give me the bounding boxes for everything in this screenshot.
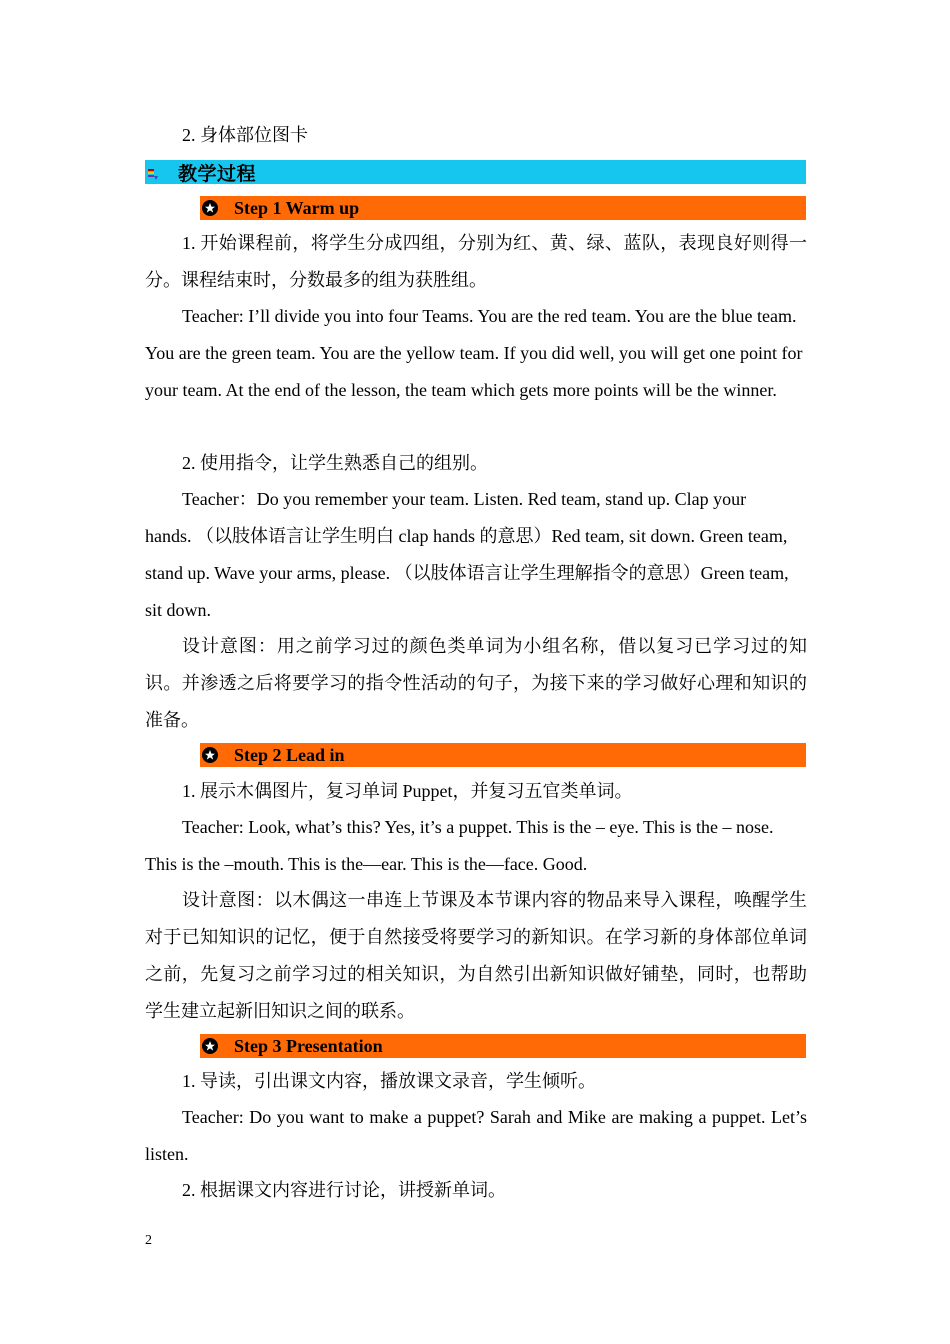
paragraph: 2. 根据课文内容进行讨论，讲授新单词。 (182, 1180, 506, 1200)
step-label: Step 1 Warm up (234, 197, 360, 218)
paragraph: Teacher: Do you want to make a puppet? Sarah and Mike are making a puppet. Let’s listen. (145, 1107, 807, 1164)
star-icon (202, 747, 218, 763)
page-number: 2 (145, 1233, 152, 1248)
paragraph: 1. 开始课程前，将学生分成四组，分别为红、黄、绿、蓝队，表现良好则得一分。课程结束时，分数最多的组为获胜组。 (145, 233, 807, 290)
paragraph: 设计意图：用之前学习过的颜色类单词为小组名称，借以复习已学习过的知识。并渗透之后将要学习的指令性活动的句子，为接下来的学习做好心理和知识的准备。 (145, 636, 807, 730)
book-stack-icon (145, 165, 159, 179)
step-header (200, 1034, 806, 1058)
paragraph: Teacher：Do you remember your team. Listen. Red team, stand up. Clap your hands. （以肢体语言让学生明白 clap hands 的意思）Red team, sit down. Green team, stand up. Wave your arms, please. （以肢体语言让学生理解指令的意思）Green team, sit down. (145, 489, 789, 620)
step-label: Step 3 Presentation (234, 1035, 383, 1056)
step-header (200, 196, 806, 220)
paragraph: 设计意图：以木偶这一串连上节课及本节课内容的物品来导入课程，唤醒学生对于已知知识的记忆，便于自然接受将要学习的新知识。在学习新的身体部位单词之前，先复习之前学习过的相关知识，为自然引出新知识做好铺垫，同时，也帮助学生建立起新旧知识之间的联系。 (145, 890, 807, 1021)
paragraph: 2. 使用指令，让学生熟悉自己的组别。 (182, 453, 488, 473)
star-icon (202, 1038, 218, 1054)
star-icon (202, 200, 218, 216)
step-header (200, 743, 806, 767)
section-header (145, 160, 806, 184)
paragraph: Teacher: I’ll divide you into four Teams. You are the red team. You are the blue team. You are the green team. You are the yellow team. If you did well, you will get one point for your team. At the end of the lesson, the team which gets more points will be the winner. (145, 306, 803, 400)
paragraph: 1. 导读，引出课文内容，播放课文录音，学生倾听。 (182, 1071, 596, 1091)
step-label: Step 2 Lead in (234, 744, 345, 765)
paragraph: 1. 展示木偶图片，复习单词 Puppet，并复习五官类单词。 (182, 781, 633, 801)
intro-item: 2. 身体部位图卡 (182, 125, 308, 145)
paragraph: Teacher: Look, what’s this? Yes, it’s a puppet. This is the – eye. This is the – nose. This is the –mouth. This is the—ear. This is the—face. Good. (145, 817, 774, 874)
section-title: 教学过程 (178, 162, 257, 185)
